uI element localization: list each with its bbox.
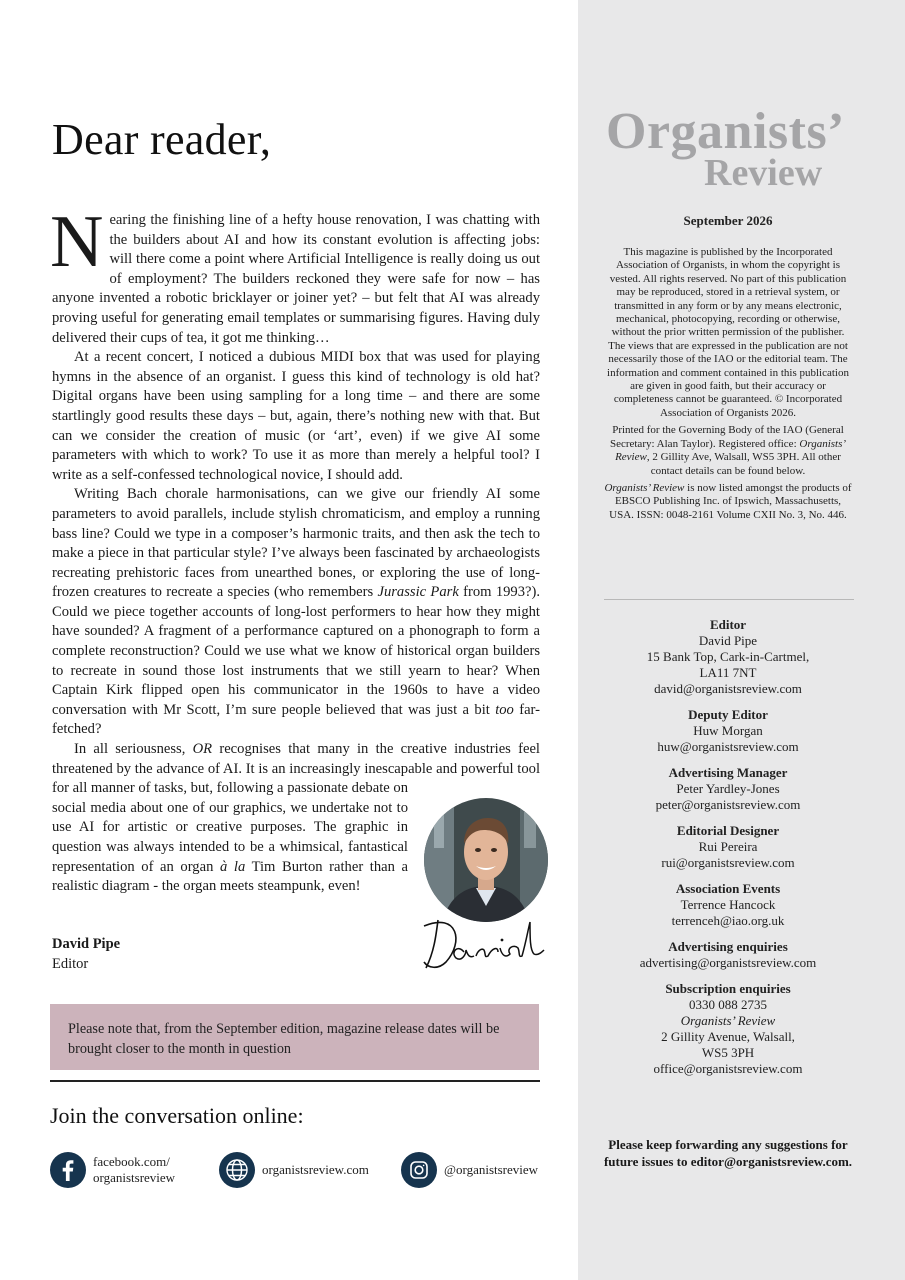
section-divider	[50, 1080, 540, 1082]
legal-notice	[602, 246, 854, 526]
contact-address: 2 Gillity Avenue, Walsall,	[661, 1029, 795, 1044]
contact-email-link[interactable]: rui@organistsreview.com	[661, 855, 795, 870]
contact-subscription-enquiries	[602, 981, 854, 1077]
contact-organisation: Organists’ Review	[680, 1013, 776, 1028]
editor-signature	[418, 912, 548, 979]
masthead-subtitle: Review	[704, 152, 823, 194]
contact-name: Peter Yardley-Jones	[676, 781, 780, 796]
website-url: organistsreview.com	[262, 1162, 369, 1177]
social-link-facebook[interactable]	[50, 1152, 175, 1188]
contact-name: David Pipe	[698, 633, 758, 648]
author-name: David Pipe	[52, 936, 121, 952]
ebsco-listing-text: Organists’ Review is now listed amongst the products of EBSCO Publishing Inc. of Ipswich, Massachusetts, USA. ISSN: 0048-2161 Volume CXII No. 3, No. 446.	[604, 481, 852, 521]
contact-editor	[602, 617, 854, 697]
globe-icon	[219, 1152, 255, 1188]
article-paragraph: Writing Bach chorale harmonisations, can we give our friendly AI some parameters to avoid parallels, include stylish chromaticism, and employ a running bass line? Could we type in a composer’s harmonic traits, and then ask the tech to make a piece in that particular style? I’ve always been fascinated by archaeologists recreating prehistoric faces from unearthed bones, or exploring the use of long-frozen creatures to recreate a species (who remembers Jurassic Park from 1993?). Could we piece together accounts of long-lost performers to hear how they might have sounded? A fragment of a performance captured on a phonograph to form a complete reconstruction? Could we use what we know of historical organ builders to recreate in sound those lost instruments that we still yearn to hear? When Captain Kirk flipped open his communicator in the 1960s to have a video conversation with Mr Scott, I’m sure people believed that was just a bit too far-fetched?	[52, 486, 540, 738]
contact-list	[602, 617, 854, 1087]
signoff	[52, 934, 120, 974]
registered-office-text: Printed for the Governing Body of the IAO (General Secretary: Alan Taylor). Registered office: Organists’ Review, 2 Gillity Ave, Walsall, WS5 3PH. All other contact details can be found below.	[609, 424, 847, 477]
copyright-text: This magazine is published by the Incorporated Association of Organists, in whom the copyright is vested. All rights reserved. No part of this publication may be reproduced, stored in a retrieval system, or transmitted in any form or by any means electronic, mechanical, photocopying, recording or otherwise, without the prior written permission of the publisher. The views that are expressed in the publication are not necessarily those of the IAO or the editorial team. The information and comment contained in this publication are given in good faith, but their accuracy or completeness cannot be guaranteed. © Incorporated Association of Organists 2026.	[607, 246, 849, 419]
contact-title: Advertising Manager	[668, 765, 788, 780]
contact-email-link[interactable]: office@organistsreview.com	[653, 1061, 803, 1076]
release-date-notice: Please note that, from the September edition, magazine release dates will be brought closer to the month in question	[50, 1004, 539, 1070]
masthead-logo	[606, 103, 866, 194]
social-link-website[interactable]	[219, 1152, 369, 1188]
page-title: Dear reader,	[52, 115, 272, 164]
contact-association-events	[602, 881, 854, 929]
facebook-url-line1: facebook.com/	[93, 1154, 170, 1169]
social-link-instagram[interactable]	[401, 1152, 538, 1188]
author-role: Editor	[52, 956, 89, 972]
article-paragraph: At a recent concert, I noticed a dubious MIDI box that was used for playing hymns in the absence of an organist. I guess this kind of technology is old hat? Digital organs have been using sampling for a long time – and there are some startlingly good results these days – but, again, there’s nothing new with that. But can we consider the creation of music (or ‘art’, even) if we give AI some parameters with which to work? To use it as more than merely a helpful tool? I write as a self-confessed technological novice, I should add.	[52, 349, 540, 483]
issue-date: September 2026	[683, 213, 773, 228]
social-heading: Join the conversation online:	[50, 1103, 304, 1128]
facebook-url-line2: organistsreview	[93, 1170, 176, 1185]
contact-deputy-editor	[602, 707, 854, 755]
contact-address: 15 Bank Top, Cark-in-Cartmel,	[646, 649, 810, 664]
contact-title: Subscription enquiries	[665, 981, 791, 996]
masthead-title: Organists’	[606, 103, 845, 160]
instagram-handle: @organistsreview	[444, 1162, 539, 1177]
contact-title: Editorial Designer	[676, 823, 780, 838]
contact-email-link[interactable]: huw@organistsreview.com	[657, 739, 799, 754]
contact-email-link[interactable]: terrenceh@iao.org.uk	[671, 913, 785, 928]
contact-title: Deputy Editor	[688, 707, 768, 722]
sidebar-divider	[604, 599, 854, 600]
article-paragraph: earing the finishing line of a hefty house renovation, I was chatting with the builders about AI and how its constant evolution is affecting jobs: will there come a point where Artificial Intelligence is really doing us out of employment? The builders reckoned they were safe for now – has anyone invented a robotic bricklayer or joiner yet? – but felt that AI was already proving useful for generating email templates or summarising figures. Having duly delivered their cups of tea, it got me thinking…	[52, 212, 540, 346]
contact-email-link[interactable]: advertising@organistsreview.com	[639, 955, 817, 970]
contact-email-link[interactable]: david@organistsreview.com	[654, 681, 802, 696]
contact-email-link[interactable]: peter@organistsreview.com	[655, 797, 801, 812]
suggestions-note: Please keep forwarding any suggestions for future issues to editor@organistsreview.com.	[603, 1137, 853, 1169]
contact-postcode: WS5 3PH	[701, 1045, 755, 1060]
contact-postcode: LA11 7NT	[699, 665, 757, 680]
article-paragraph: In all seriousness, OR recognises that many in the creative industries feel threatened by the advance of AI. It is an increasingly inescapable and powerful tool for all manner of tasks, but, following a passionate debate on social media about one of our graphics, we undertake not to use AI for artistic or creative purposes. The graphic in question was always intended to be a whimsical, fantastical representation of an organ à la Tim Burton rather than a realistic diagram - the organ meets steampunk, even!	[52, 741, 540, 895]
instagram-icon	[401, 1152, 437, 1188]
contact-advertising-enquiries	[602, 939, 854, 971]
contact-editorial-designer	[602, 823, 854, 871]
contact-title: Association Events	[675, 881, 781, 896]
contact-title: Editor	[709, 617, 747, 632]
contact-advertising-manager	[602, 765, 854, 813]
contact-name: Rui Pereira	[698, 839, 758, 854]
drop-cap: N	[50, 201, 104, 283]
editor-portrait-photo	[424, 798, 548, 922]
contact-name: Huw Morgan	[693, 723, 763, 738]
facebook-icon	[50, 1152, 86, 1188]
contact-title: Advertising enquiries	[668, 939, 788, 954]
contact-name: Terrence Hancock	[680, 897, 776, 912]
contact-phone: 0330 088 2735	[689, 997, 767, 1012]
